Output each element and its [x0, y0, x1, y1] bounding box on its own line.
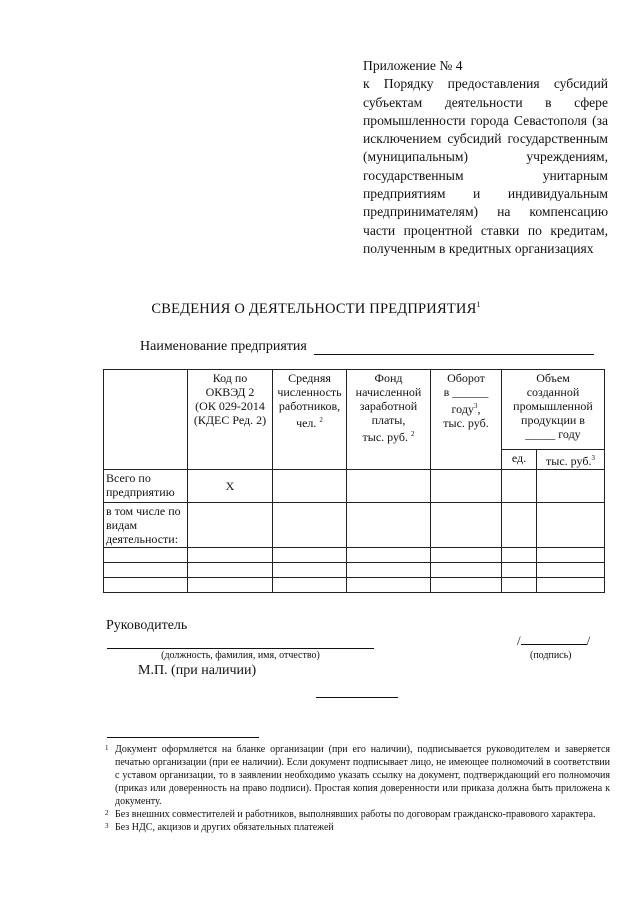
footnote-rule	[107, 737, 259, 738]
footnotes	[105, 743, 610, 834]
volume-line4: продукции в	[521, 413, 585, 427]
manager-label: Руководитель	[106, 618, 188, 633]
turnover-line4: тыс. руб.	[443, 416, 489, 430]
cell[interactable]	[537, 470, 605, 503]
cell[interactable]	[537, 503, 605, 548]
org-name-label: Наименование предприятия	[140, 339, 307, 354]
org-name-field[interactable]	[314, 340, 594, 355]
signature-field[interactable]	[517, 632, 601, 649]
cell[interactable]	[273, 578, 347, 593]
appendix-title: Приложение № 4	[363, 58, 463, 73]
turnover-line1: Оборот	[447, 371, 485, 385]
footnote-number: 3	[105, 822, 109, 830]
sub-footnote-ref: 3	[591, 454, 595, 462]
staff-line3: работников,	[278, 399, 341, 413]
footnote-number: 2	[105, 809, 109, 817]
sub-thousands-text: тыс. руб.	[546, 454, 592, 468]
header-turnover	[431, 370, 502, 470]
header-staff	[273, 370, 347, 470]
manager-name-caption: (должность, фамилия, имя, отчество)	[161, 650, 320, 661]
wage-line1: Фонд	[374, 371, 403, 385]
cell[interactable]	[502, 548, 537, 563]
cell[interactable]	[502, 470, 537, 503]
wage-footnote-ref: 2	[410, 430, 415, 438]
sub-units	[502, 450, 537, 470]
signature-blank[interactable]	[521, 632, 587, 645]
cell[interactable]	[273, 563, 347, 578]
stamp-place: М.П. (при наличии)	[138, 663, 257, 678]
sub-units-text: ед.	[511, 451, 527, 465]
wage-line3: заработной	[359, 399, 418, 413]
appendix-block	[363, 57, 608, 258]
wage-line4: платы,	[371, 413, 406, 427]
cell[interactable]	[347, 470, 431, 503]
heading-text: СВЕДЕНИЯ О ДЕЯТЕЛЬНОСТИ ПРЕДПРИЯТИЯ	[151, 300, 477, 317]
cell[interactable]	[431, 578, 502, 593]
volume-line5: _____ году	[525, 427, 581, 441]
sub-thousands	[537, 450, 605, 470]
turnover-comma: ,	[477, 402, 481, 416]
footnote-text: Без НДС, акцизов и других обязательных платежей	[115, 822, 334, 833]
turnover-line2: в ______	[443, 385, 489, 399]
cell[interactable]	[431, 548, 502, 563]
header-blank-cell	[104, 370, 188, 470]
okved-line4: (КДЕС Ред. 2)	[193, 413, 267, 427]
cell[interactable]	[502, 563, 537, 578]
date-line	[316, 697, 398, 698]
volume-line1: Объем	[536, 371, 570, 385]
okved-line2: ОКВЭД 2	[205, 385, 255, 399]
cell[interactable]	[431, 563, 502, 578]
okved-line3: (ОК 029-2014	[195, 399, 265, 413]
footnote	[105, 743, 610, 808]
footnote	[105, 808, 610, 821]
row-total-okved: X	[188, 470, 273, 503]
wage-line2: начисленной	[355, 385, 422, 399]
cell[interactable]	[347, 578, 431, 593]
staff-line1: Средняя	[288, 371, 331, 385]
staff-line2: численность	[277, 385, 342, 399]
header-wage	[347, 370, 431, 470]
footnote-text: Документ оформляется на бланке организации (при его наличии), подписывается руководителем и заверяется печатью организации (при ее наличии). Если документ подписывает лицо, не имеющее полномочий в соответствии с уставом организации, то в заявлении необходимо указать ссылку на документ, подтверждающий его полномочия (приказ или доверенность на право подписи). Простая копия доверенности или приказа должна быть приложена к документу.	[115, 744, 610, 807]
cell[interactable]	[188, 563, 273, 578]
cell[interactable]	[431, 503, 502, 548]
cell[interactable]	[537, 548, 605, 563]
signature-slash-left: /	[517, 633, 521, 648]
appendix-body: к Порядку предоставления субсидий субъектам деятельности в сфере промышленности города Севастополя (за исключением субсидий государственным (муниципальным) учреждениям, государственным унитарным предприятиям и индивидуальным предпринимателям) на компенсацию части процентной ставки по кредитам, полученным в кредитных организациях	[363, 76, 608, 256]
volume-line3: промышленной	[513, 399, 593, 413]
cell[interactable]	[188, 548, 273, 563]
cell[interactable]	[347, 563, 431, 578]
cell[interactable]	[273, 548, 347, 563]
cell[interactable]	[502, 503, 537, 548]
org-name-row	[140, 339, 594, 355]
cell[interactable]	[537, 563, 605, 578]
turnover-line3: году	[451, 402, 474, 416]
cell[interactable]	[273, 470, 347, 503]
staff-line4: чел.	[296, 416, 317, 430]
document-heading	[0, 300, 632, 318]
cell[interactable]	[347, 503, 431, 548]
cell[interactable]	[104, 548, 188, 563]
activity-table	[103, 369, 605, 593]
cell[interactable]	[188, 503, 273, 548]
turnover-footnote-ref: 3	[473, 402, 478, 410]
footnote-text: Без внешних совместителей и работников, выполнявших работы по договорам гражданско-правового характера.	[115, 809, 596, 820]
footnote-number: 1	[105, 744, 109, 752]
manager-name-line[interactable]	[107, 648, 374, 649]
staff-footnote-ref: 2	[319, 416, 323, 424]
cell[interactable]	[104, 578, 188, 593]
signature-caption: (подпись)	[530, 650, 572, 661]
cell[interactable]	[502, 578, 537, 593]
cell[interactable]	[347, 548, 431, 563]
cell[interactable]	[188, 578, 273, 593]
cell[interactable]	[273, 503, 347, 548]
okved-line1: Код по	[212, 371, 248, 385]
footnote	[105, 821, 610, 834]
header-volume	[502, 370, 605, 450]
row-total-label: Всего по предприятию	[104, 470, 188, 503]
wage-line5: тыс. руб.	[362, 430, 408, 444]
header-okved	[188, 370, 273, 470]
cell[interactable]	[431, 470, 502, 503]
cell[interactable]	[104, 563, 188, 578]
signature-slash-right: /	[586, 633, 591, 648]
row-including-label: в том числе по видам деятельности:	[104, 503, 188, 548]
volume-line2: созданной	[526, 385, 580, 399]
cell[interactable]	[537, 578, 605, 593]
heading-footnote-ref: 1	[476, 300, 481, 309]
